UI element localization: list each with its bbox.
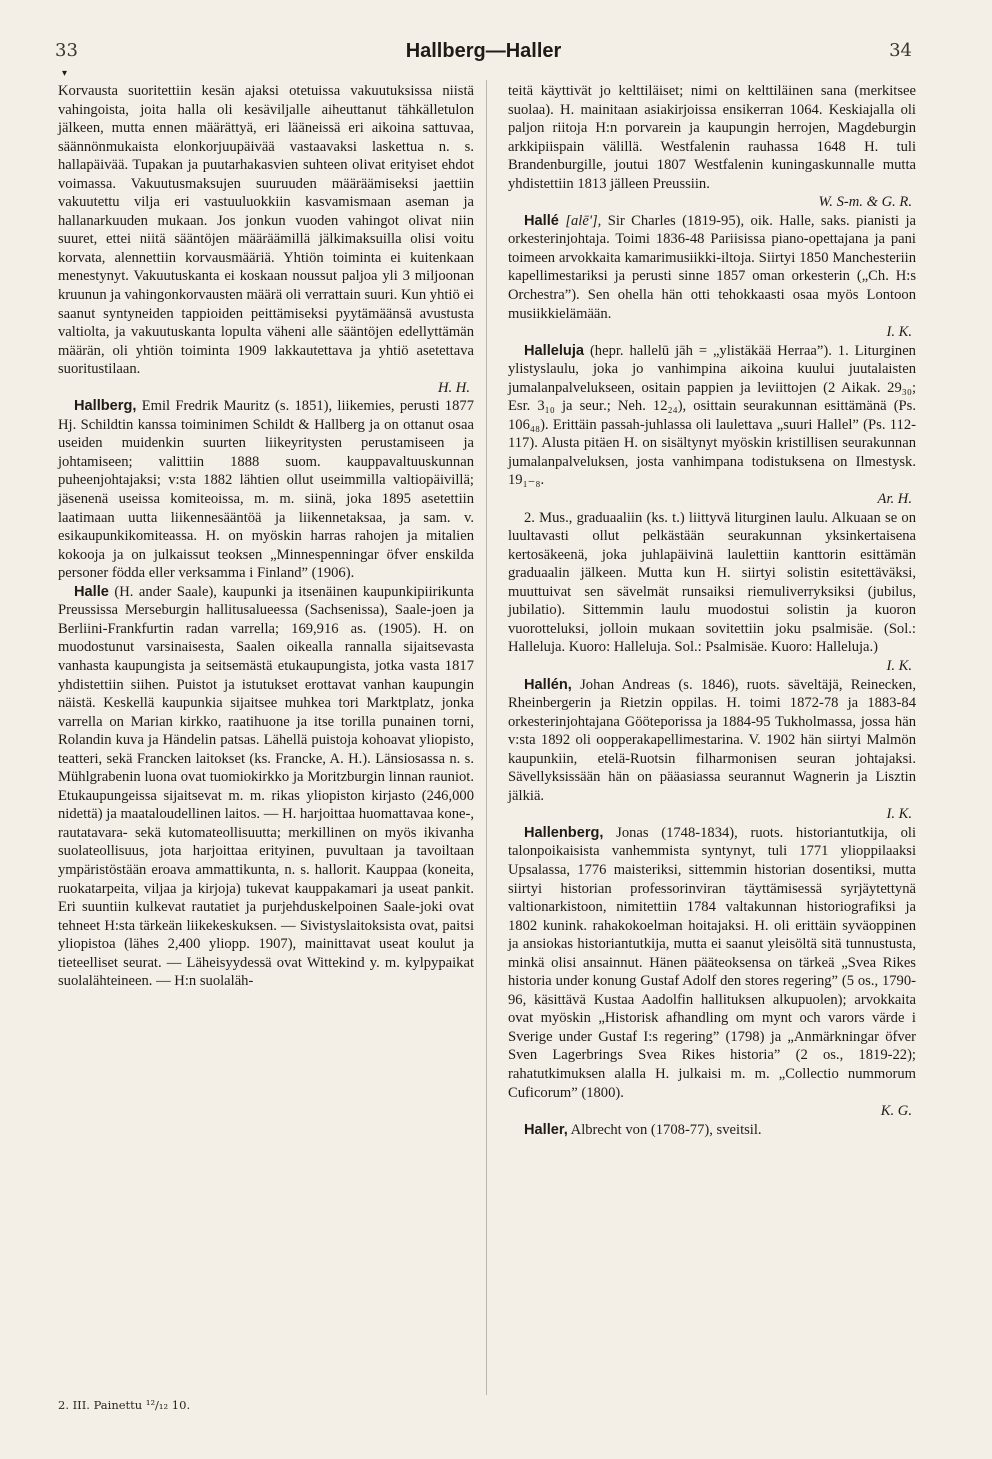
- article-body: Johan Andreas (s. 1846), ruots. säveltäjä, Reinecken, Rheinbergerin ja Rietzin oppilas. H. toimi 1872-78 ja 1883-84 orkesterinjohtajana Gööteporissa ja 1884-95 Tukholmassa, jossa hän v:sta 1892 oli oopperakapellimestarina. V. 1902 hän siirtyi Malmön kaupunkiin, etelä-Ruotsin filharmonisen seuran johtajaksi. Sävellyksissään hän on pääasiassa seurannut Wagnerin ja Lisztin jälkiä.: [508, 676, 916, 804]
- lemma-halle-charles: Hallé: [524, 212, 559, 229]
- author-signature: I. K.: [886, 657, 912, 674]
- article-hallberg: [58, 397, 474, 582]
- article-halle-charles: [508, 212, 916, 323]
- author-signature: W. S-m. & G. R.: [818, 194, 912, 211]
- lemma-hallberg: Hallberg,: [74, 398, 137, 415]
- article-body: Albrecht von (1708-77), sveitsil.: [570, 1121, 762, 1138]
- article-halleluja-mus: 2. Mus., graduaaliin (ks. t.) liittyvä liturginen laulu. Alkuaan se on luultavasti ollut pelkästään seurakunnan yksinkertaisena kertosäkeenä, joka juhlapäivinä laulettiin kanttorin esittämän graduaalin jälkeen. Mutta kun H. siirtyi solistin esitettäväksi, muuttuivat sen sävelmät runsaiksi riemuliverryksiksi (jubilus, jubilatio). Sittemmin laulu muodostui solistin ja kuoron vuorotteluksi, jolloin mukaan sovitettiin joku psalmisäe. (Sol.: Halleluja. Kuoro: Halleluja. Sol.: Psalmisäe. Kuoro: Halleluja.): [508, 509, 916, 656]
- left-column: [58, 82, 474, 991]
- article-hallenberg: [508, 824, 916, 1102]
- lemma-hallenberg: Hallenberg,: [524, 824, 604, 841]
- lemma-hallen: Hallén,: [524, 676, 572, 693]
- print-mark: ▾: [62, 68, 68, 79]
- right-column: [508, 82, 916, 1139]
- author-signature: K. G.: [880, 1103, 912, 1120]
- article-body: Emil Fredrik Mauritz (s. 1851), liikemies, perusti 1877 Hj. Schildtin kanssa toiminimen Schildt & Hallberg ja on ottanut osaa useiden muidenkin suurten liikeyritysten perustamiseen ja johtamiseen; valittiin 1888 suom. kauppavaltuuskunnan puheenjohtajaksi; v:sta 1882 lähtien ollut useimmilla valtiopäivillä; jäsenenä useissa komiteoissa, m. m. siinä, joka 1895 asetettiin laatimaan uutta liikennesääntöä ja liikennetaksaa, ja sam. v. esikaupunkikomiteassa. H. on myöskin harras rahojen ja mitalien kokooja ja on julkaissut teoksen „Minnespenningar öfver enskilda personer födda eller verksamma i Finland” (1906).: [58, 398, 474, 582]
- article-hallen: [508, 676, 916, 806]
- article-body: (hepr. hallelū jāh = „ylistäkää Herraa”). 1. Liturginen ylistyslaulu, joka jo vanhimpina aikoina kuului juutalaisten jumalanpalvelukseen, ositain pappien ja leviittojen (2 Aikak. 29₃₀; Esr. 3₁₀ ja seur.; Neh. 12₂₄), osittain seurakunnan esittämänä (Ps. 106₄₈). Erittäin passah-juhlassa oli laulettava „suuri Hallel” (Ps. 112-117). Alusta pitäen H. on sisältynyt myöskin kristillisen seurakunnan jumalanpalveluksen, josta vanhimpana todistuksena on Ilmestysk. 19₁₋₈.: [508, 342, 916, 489]
- author-signature: Ar. H.: [877, 491, 912, 508]
- author-signature: I. K.: [886, 324, 912, 341]
- page-number-left: 33: [55, 40, 78, 61]
- running-title: Hallberg—Haller: [405, 40, 562, 62]
- author-signature: H. H.: [437, 379, 470, 396]
- lemma-haller: Haller,: [524, 1121, 568, 1138]
- article-halleluja: [508, 342, 916, 490]
- article-body: (H. ander Saale), kaupunki ja itsenäinen kaupunkipiirikunta Preussissa Merseburgin hallitusalueessa (Sachsenissa), Saale-joen ja Berliini-Frankfurtin radan varrella; 169,916 as. (1905). H. on muodostunut varsinaisesta, Saalen oikealla rannalla sijaitsevasta vanhasta kaupungista ja seitsemästä etukaupungista, jotka vasta 1817 yhdistettiin siihen. Puistot ja istutukset erottavat vanhan kaupungin näistä. Keskellä kaupunkia sijaitsee muhkea tori Marktplatz, jonka varrella on Marian kirkko, raatihuone ja itse torilla punainen torni, Rolandin kuva ja Händelin patsas. Lähellä puistoja kohoavat yliopisto, teatteri, sekä Francken laitokset (ks. Francke, A. H.). Länsiosassa n. s. Mühlgrabenin luona ovat tuomiokirkko ja Moritzburgin linnan rauniot. Etukaupungeissa sijaitsevat m. m. rikas yliopiston kirjasto (246,000 nidettä) ja maataloudellinen laitos. — H. harjoittaa huomattavaa kone-, rautatavara- sekä kutomateollisuutta; merkillinen on myös ikivanha suolateollisuus, jota harjoittaa erityinen, puvultaan ja tavoiltaan ympäristöstään eroava ammattikunta, n. s. hallorit. Kauppaa (koneita, ruokatarpeita, viljaa ja kirjoja) tukevat kauppakamari ja useat pankit. Eri suuntiin kulkevat rautatiet ja purjehduskelpoinen Saale-joki ovat tehneet H:sta tärkeän liikekeskuksen. — Sivistyslaitoksista ovat, paitsi yliopistoa (lähes 2,400 yliopp. 1907), mainittavat useat koulut ja tieteelliset seurat. — Läheisyydessä ovat Wittekind y. m. kylpypaikat suolalähteineen. — H:n suolaläh-: [58, 583, 474, 990]
- page-header: [55, 40, 912, 70]
- pronunciation: [alē'],: [565, 212, 602, 229]
- article-halle: [58, 583, 474, 991]
- printer-note: 2. III. Painettu ¹²/₁₂ 10.: [58, 1398, 191, 1412]
- lemma-halle: Halle: [74, 583, 109, 600]
- column-divider: [486, 80, 487, 1395]
- page-number-right: 34: [889, 40, 912, 61]
- article-body: Sir Charles (1819-95), oik. Halle, saks. pianisti ja orkesterinjohtaja. Toimi 1836-48 Pariisissa piano-opettajana ja pani toimeen arvokkaita kamarimusiikki-iltoja. Siirtyi 1850 Manchesteriin kapellimestariksi ja perusti sinne 1857 oman orkesterin („Ch. H:s Orchestra”). Sen ohella hän otti tehokkaasti osaa myös Lontoon musiikkielämään.: [508, 212, 917, 322]
- article-text: teitä käyttivät jo kelttiläiset; nimi on kelttiläinen sana (merkitsee suolaa). H. mainitaan asiakirjoissa ensikerran 1064. Keskiajalla oli paljon riitoja H:n porvarein ja kaupungin herrojen, Magdeburgin arkkipiispain välillä. Westfalenin rauhassa 1648 H. tuli Brandenburgille, joutui 1807 Westfalenin kuningaskunnalle mutta yhdistettiin 1813 jälleen Preussiin.: [508, 83, 916, 192]
- author-signature: I. K.: [886, 806, 912, 823]
- lemma-halleluja: Halleluja: [524, 342, 585, 359]
- article-haller: [508, 1121, 916, 1140]
- article-text: Korvausta suoritettiin kesän ajaksi otetuissa vakuutuksissa niistä vahingoista, joita halla oli kesäviljalle aiheuttanut tähkälletulon jälkeen, mutta ennen määrättyä, eri lääneissä eri aikoina sattuvaa, säännönmukaista elonkorjuupäivää vastaavaksi laskettua n. s. hallapäivää. Tupakan ja puutarhakasvien suhteen olivat erityiset ehdot voimassa. Vakuutusmaksujen suuruuden määräämiseksi jaettiin vakuutettu vilja eri vastuuluokkiin kasvamismaan aseman ja hallanarkuuden mukaan. Jos jonkun vuoden vahingot olivat niin suuret, ettei niitä sääntöjen määräämillä jälkimaksuilla olisi voitu korvata, alennettiin korvausmääriä. Yhtiön toiminta ei kuitenkaan menestynyt. Vakuutuskanta ei koskaan noussut paljoa yli 3 miljoonan kruunun ja vahingonkorvausten määrä oli verrattain suuri. Kun yhtiö ei saanut syntyneiden tappioiden peittämiseksi pyytämäänsä avustusta valtiolta, ja vakuutuskanta lopulta väheni alle sääntöjen edellyttämän määrän, oli yhtiön toiminta 1909 lakkautettava ja yhtiö asetettava suoritustilaan.: [58, 83, 474, 378]
- article-body: Jonas (1748-1834), ruots. historiantutkija, oli talonpoikaisista vanhemmista syntynyt, tuli 1771 ylioppilaaksi Upsalassa, 1776 maisteriksi, sittemmin historian dosentiksi, mutta siirtyi historian professorinviran täyttämisessä syrjäytettynä valtionarkistoon, nimitettiin 1784 valtakunnan historiografiksi ja 1802 kunink. rahakokoelman hoitajaksi. H. oli erittäin syväoppinen ja ansiokas historiantutkija, mutta ei saanut yleisöltä sitä tunnustusta, minkä olisi ansainnut. Hänen pääteoksensa on tärkeä „Svea Rikes historia under konung Gustaf Adolf den stores regering” (5 os., 1790-96, käsittävä Kustaa Aadolfin hallituksen alkupuolen); arvokkaita ovat myöskin „Historisk afhandling om mynt och varors värde i Sverige under Gustaf I:s regering” (1798) ja „Anmärkningar öfver Sven Lagerbrings Svea Rikes historia” (2 os., 1819-22); rahatutkimuksen alalla H. julkaisi m. m. „Collectio nummorum Cuficorum” (1800).: [508, 824, 916, 1101]
